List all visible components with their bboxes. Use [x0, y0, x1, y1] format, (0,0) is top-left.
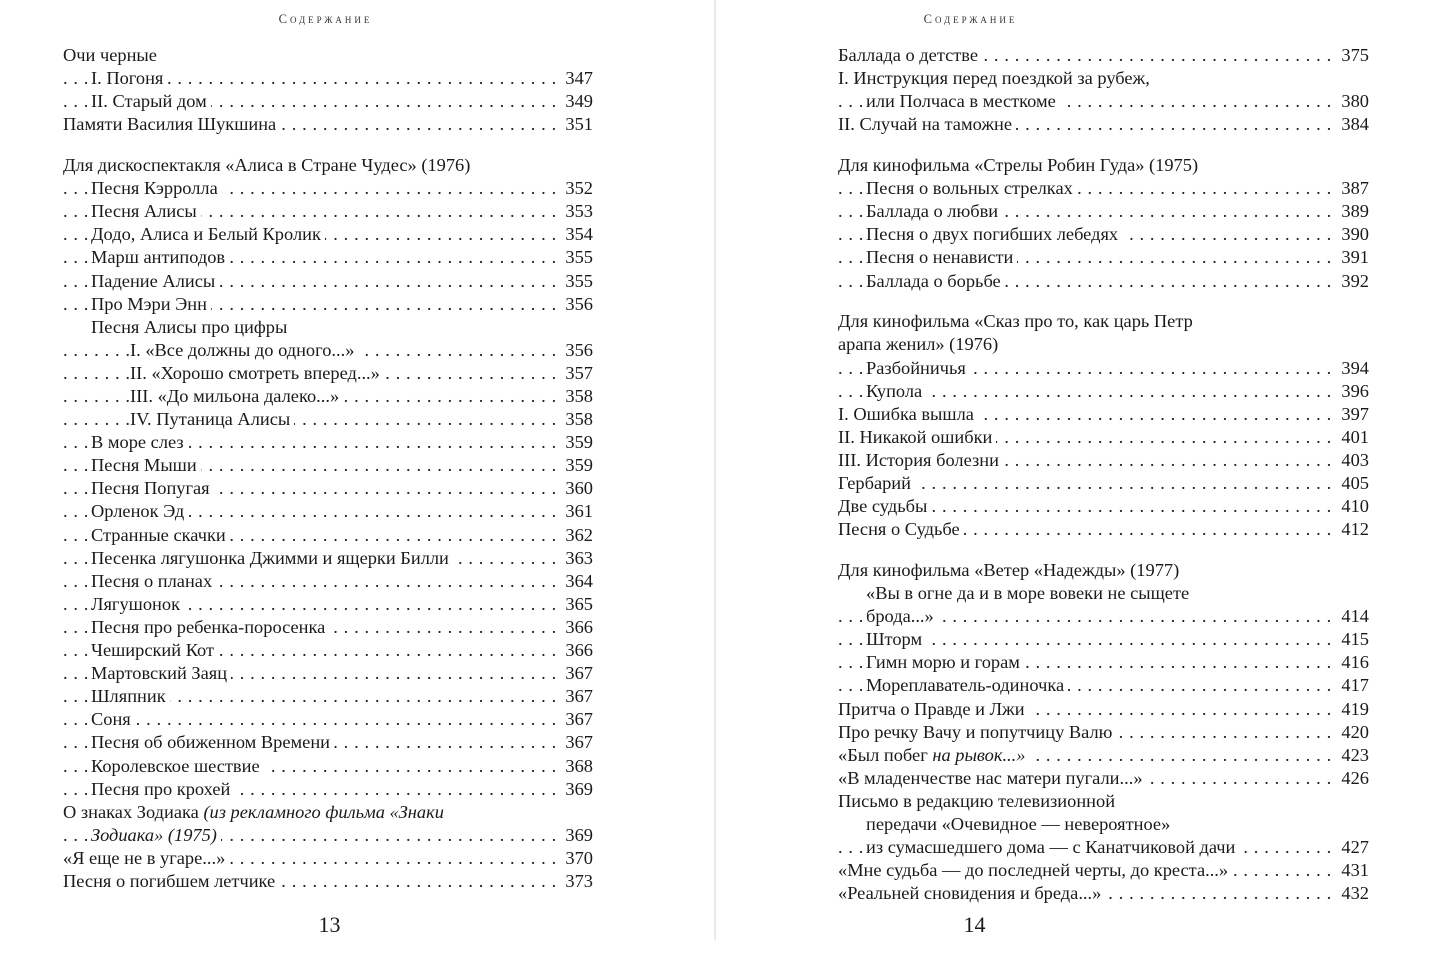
- toc-entry-title: «Вы в огне да и в море вовеки не сыщете: [866, 582, 1193, 605]
- toc-entry-title: брода...»: [866, 605, 938, 628]
- toc-entry-page: 380: [1337, 90, 1369, 113]
- toc-entry: [63, 113, 593, 136]
- toc-entry-page: 405: [1337, 472, 1369, 495]
- toc-entry-title: Притча о Правде и Лжи: [838, 698, 1029, 721]
- toc-entry-title: IV. Путаница Алисы: [130, 408, 294, 431]
- toc-entry: [838, 200, 1369, 223]
- toc-entry-title: О знаках Зодиака (из рекламного фильма «Знаки: [63, 801, 448, 824]
- toc-entry: [838, 177, 1369, 200]
- toc-entry-page: 394: [1337, 357, 1369, 380]
- toc-entry-page: 370: [561, 847, 593, 870]
- toc-entry: [838, 113, 1369, 136]
- toc-entry: [838, 223, 1369, 246]
- toc-entry-page: 391: [1337, 246, 1369, 269]
- toc-entry-page: 358: [561, 408, 593, 431]
- toc-entry: [63, 316, 593, 339]
- toc-entry: [63, 731, 593, 754]
- toc-entry: [838, 449, 1369, 472]
- toc-entry-title: Орленок Эд: [91, 500, 188, 523]
- toc-entry: [838, 836, 1369, 859]
- toc-entry-page: 351: [561, 113, 593, 136]
- toc-entry-title: III. История болезни: [838, 449, 1003, 472]
- toc-entry-title: II. Старый дом: [91, 90, 211, 113]
- toc-entry-page: 414: [1337, 605, 1369, 628]
- toc-entry-title: I. «Все должны до одного...»: [130, 339, 358, 362]
- toc-entry: [63, 500, 593, 523]
- toc-entry: [63, 824, 593, 847]
- running-head: Содержание: [278, 12, 373, 26]
- toc-entry: [63, 385, 593, 408]
- table-of-contents: [63, 44, 593, 893]
- toc-entry-page: 352: [561, 177, 593, 200]
- toc-entry: [63, 524, 593, 547]
- toc-entry: [63, 616, 593, 639]
- toc-entry-page: 403: [1337, 449, 1369, 472]
- toc-entry: [838, 154, 1369, 177]
- toc-entry-page: 410: [1337, 495, 1369, 518]
- toc-entry-page: 397: [1337, 403, 1369, 426]
- toc-entry-page: 356: [561, 339, 593, 362]
- toc-entry: [838, 790, 1369, 813]
- toc-entry-title: Додо, Алиса и Белый Кролик: [91, 223, 325, 246]
- toc-entry-title: Марш антиподов: [91, 246, 229, 269]
- toc-entry: [838, 813, 1369, 836]
- toc-entry-page: 375: [1337, 44, 1369, 67]
- toc-entry-page: 415: [1337, 628, 1369, 651]
- toc-entry: [63, 246, 593, 269]
- toc-entry-page: 364: [561, 570, 593, 593]
- toc-entry-title: Песня о двух погибших лебедях: [866, 223, 1122, 246]
- toc-entry-title: Для кинофильма «Ветер «Надежды» (1977): [838, 559, 1183, 582]
- toc-entry: [838, 582, 1369, 605]
- toc-entry-page: 373: [561, 870, 593, 893]
- toc-entry: [63, 570, 593, 593]
- toc-entry-title: «Я еще не в угаре...»: [63, 847, 229, 870]
- toc-entry-page: 420: [1337, 721, 1369, 744]
- toc-entry: [63, 639, 593, 662]
- toc-entry-title: Странные скачки: [91, 524, 230, 547]
- toc-entry-page: 369: [561, 778, 593, 801]
- toc-entry: [838, 721, 1369, 744]
- toc-entry: [838, 882, 1369, 905]
- toc-entry-page: 357: [561, 362, 593, 385]
- toc-entry-page: 367: [561, 731, 593, 754]
- toc-entry-title: или Полчаса в месткоме: [866, 90, 1060, 113]
- toc-entry-title: Гербарий: [838, 472, 915, 495]
- toc-entry-title: Мартовский Заяц: [91, 662, 231, 685]
- toc-entry-page: 396: [1337, 380, 1369, 403]
- toc-entry-page: 356: [561, 293, 593, 316]
- toc-entry-title: II. Случай на таможне: [838, 113, 1016, 136]
- toc-entry: [63, 801, 593, 824]
- toc-entry-title: Песенка лягушонка Джимми и ящерки Билли: [91, 547, 453, 570]
- toc-entry: [63, 408, 593, 431]
- toc-entry: [63, 755, 593, 778]
- toc-entry-title: Песня Попугая: [91, 477, 214, 500]
- toc-entry-title: Песня о Судьбе: [838, 518, 964, 541]
- toc-entry-title: Для кинофильма «Сказ про то, как царь Петр: [838, 310, 1197, 333]
- toc-entry: [838, 744, 1369, 767]
- toc-entry: [63, 870, 593, 893]
- toc-entry-title: передачи «Очевидное — невероятное»: [866, 813, 1174, 836]
- toc-entry-page: 347: [561, 67, 593, 90]
- toc-entry-title: III. «До мильона далеко...»: [130, 385, 343, 408]
- toc-entry-page: 384: [1337, 113, 1369, 136]
- toc-entry-title: «В младенчестве нас матери пугали...»: [838, 767, 1147, 790]
- toc-entry-title: Памяти Василия Шукшина: [63, 113, 280, 136]
- toc-entry-page: 426: [1337, 767, 1369, 790]
- toc-entry-page: 416: [1337, 651, 1369, 674]
- toc-entry: [838, 518, 1369, 541]
- toc-entry-page: 392: [1337, 270, 1369, 293]
- toc-entry-title: Песня Алисы: [91, 200, 201, 223]
- toc-entry-page: 361: [561, 500, 593, 523]
- toc-entry-italic: (из рекламного фильма «Знаки: [203, 801, 444, 822]
- toc-entry-page: 367: [561, 685, 593, 708]
- toc-entry-title: Чеширский Кот: [91, 639, 218, 662]
- toc-entry-title: Песня Мыши: [91, 454, 201, 477]
- toc-entry-title: В море слез: [91, 431, 188, 454]
- table-of-contents: [838, 44, 1369, 905]
- toc-entry-title: «Реальней сновидения и бреда...»: [838, 882, 1105, 905]
- toc-entry-page: 358: [561, 385, 593, 408]
- toc-entry-page: 427: [1337, 836, 1369, 859]
- toc-entry-title: Песня о планах: [91, 570, 216, 593]
- toc-entry: [838, 44, 1369, 67]
- toc-entry-title: Баллада о борьбе: [866, 270, 1005, 293]
- toc-entry-title: Песня о погибшем летчике: [63, 870, 279, 893]
- toc-entry-title: из сумасшедшего дома — с Канатчиковой дачи: [866, 836, 1239, 859]
- toc-entry: [838, 674, 1369, 697]
- toc-entry: [838, 859, 1369, 882]
- toc-entry: [838, 380, 1369, 403]
- toc-entry-page: 355: [561, 270, 593, 293]
- toc-entry-title: I. Инструкция перед поездкой за рубеж,: [838, 67, 1154, 90]
- toc-entry-title: «Мне судьба — до последней черты, до креста...»: [838, 859, 1232, 882]
- toc-entry-title: Для дискоспектакля «Алиса в Стране Чудес» (1976): [63, 154, 474, 177]
- toc-entry-page: 368: [561, 755, 593, 778]
- toc-entry: [63, 847, 593, 870]
- toc-entry-page: 359: [561, 454, 593, 477]
- toc-entry-page: 365: [561, 593, 593, 616]
- toc-entry: [63, 547, 593, 570]
- toc-entry: [63, 223, 593, 246]
- toc-entry-title: I. Погоня: [91, 67, 167, 90]
- toc-entry: [63, 778, 593, 801]
- toc-entry: [63, 685, 593, 708]
- toc-entry-title: Шторм: [866, 628, 926, 651]
- toc-entry-page: 387: [1337, 177, 1369, 200]
- toc-entry: [63, 477, 593, 500]
- toc-entry-title: Мореплаватель-одиночка: [866, 674, 1068, 697]
- toc-entry-title: Купола: [866, 380, 926, 403]
- toc-entry-title: Про речку Вачу и попутчицу Валю: [838, 721, 1116, 744]
- toc-entry: [838, 472, 1369, 495]
- toc-entry-page: 349: [561, 90, 593, 113]
- toc-entry-title: Баллада о любви: [866, 200, 1002, 223]
- toc-entry-title: Про Мэри Энн: [91, 293, 211, 316]
- toc-entry: [838, 310, 1369, 333]
- toc-entry: [63, 44, 593, 67]
- toc-entry: [63, 454, 593, 477]
- toc-entry-title: Гимн морю и горам: [866, 651, 1024, 674]
- left-page: [0, 0, 715, 954]
- toc-entry: [838, 495, 1369, 518]
- page-number: 13: [318, 912, 341, 937]
- toc-entry: [838, 698, 1369, 721]
- toc-entry-page: 353: [561, 200, 593, 223]
- toc-entry: [63, 362, 593, 385]
- toc-entry: [838, 333, 1369, 356]
- toc-entry-title: Песня про ребенка-поросенка: [91, 616, 329, 639]
- toc-entry-title: Падение Алисы: [91, 270, 219, 293]
- toc-entry-page: 431: [1337, 859, 1369, 882]
- toc-entry-title: Песня об обиженном Времени: [91, 731, 334, 754]
- toc-entry-page: 355: [561, 246, 593, 269]
- toc-entry-title: [91, 824, 221, 847]
- toc-entry: [63, 67, 593, 90]
- toc-entry-title: Разбойничья: [866, 357, 970, 380]
- toc-entry-title: Шляпник: [91, 685, 170, 708]
- toc-entry-title: «Был побег на рывок...»: [838, 744, 1029, 767]
- toc-entry-title: Письмо в редакцию телевизионной: [838, 790, 1119, 813]
- toc-entry: [838, 90, 1369, 113]
- toc-entry-page: 412: [1337, 518, 1369, 541]
- toc-entry-title: Песня о ненависти: [866, 246, 1017, 269]
- toc-entry: [63, 708, 593, 731]
- toc-entry-title: Песня Алисы про цифры: [91, 316, 291, 339]
- toc-entry-page: 390: [1337, 223, 1369, 246]
- running-head: Содержание: [923, 12, 1018, 26]
- toc-entry-page: 354: [561, 223, 593, 246]
- toc-entry: [838, 270, 1369, 293]
- toc-entry-page: 367: [561, 662, 593, 685]
- toc-entry-page: 366: [561, 616, 593, 639]
- toc-entry-page: 369: [561, 824, 593, 847]
- toc-entry: [63, 662, 593, 685]
- right-page: [718, 0, 1443, 954]
- toc-entry: [63, 270, 593, 293]
- toc-entry-page: 366: [561, 639, 593, 662]
- toc-entry-title: Баллада о детстве: [838, 44, 982, 67]
- toc-entry: [838, 628, 1369, 651]
- toc-entry: [63, 200, 593, 223]
- toc-entry: [838, 651, 1369, 674]
- toc-entry-title: Для кинофильма «Стрелы Робин Гуда» (1975): [838, 154, 1202, 177]
- toc-entry: [63, 90, 593, 113]
- toc-entry-title: II. «Хорошо смотреть вперед...»: [130, 362, 384, 385]
- toc-entry: [838, 605, 1369, 628]
- toc-entry: [838, 357, 1369, 380]
- toc-entry: [838, 67, 1369, 90]
- toc-entry-page: 423: [1337, 744, 1369, 767]
- toc-entry-page: 367: [561, 708, 593, 731]
- toc-entry: [63, 431, 593, 454]
- toc-entry-page: 432: [1337, 882, 1369, 905]
- toc-entry-title: арапа женил» (1976): [838, 333, 1002, 356]
- toc-entry: [63, 339, 593, 362]
- toc-entry-title: II. Никакой ошибки: [838, 426, 996, 449]
- toc-entry-page: 389: [1337, 200, 1369, 223]
- toc-entry-title: Королевское шествие: [91, 755, 264, 778]
- page-number: 14: [963, 912, 986, 937]
- toc-entry: [63, 293, 593, 316]
- toc-entry-page: 417: [1337, 674, 1369, 697]
- toc-entry: [838, 246, 1369, 269]
- toc-entry-page: 419: [1337, 698, 1369, 721]
- toc-entry-italic: Зодиака» (1975): [91, 824, 217, 845]
- toc-entry: [63, 593, 593, 616]
- toc-entry: [63, 154, 593, 177]
- toc-entry: [838, 426, 1369, 449]
- toc-entry-page: 362: [561, 524, 593, 547]
- toc-entry-page: 360: [561, 477, 593, 500]
- toc-entry-title: Две судьбы: [838, 495, 931, 518]
- toc-entry-title: I. Ошибка вышла: [838, 403, 978, 426]
- toc-entry: [838, 767, 1369, 790]
- toc-entry: [838, 559, 1369, 582]
- toc-entry-title: Лягушонок: [91, 593, 184, 616]
- toc-entry-title: Очи черные: [63, 44, 161, 67]
- toc-entry-page: 401: [1337, 426, 1369, 449]
- toc-entry-title: Песня про крохей: [91, 778, 234, 801]
- toc-entry-title: Соня: [91, 708, 135, 731]
- toc-entry-page: 363: [561, 547, 593, 570]
- toc-entry-title: Песня Кэрролла: [91, 177, 222, 200]
- toc-entry-page: 359: [561, 431, 593, 454]
- toc-entry: [838, 403, 1369, 426]
- toc-entry-title: Песня о вольных стрелках: [866, 177, 1077, 200]
- toc-entry: [63, 177, 593, 200]
- toc-entry-italic: на рывок...»: [932, 744, 1026, 765]
